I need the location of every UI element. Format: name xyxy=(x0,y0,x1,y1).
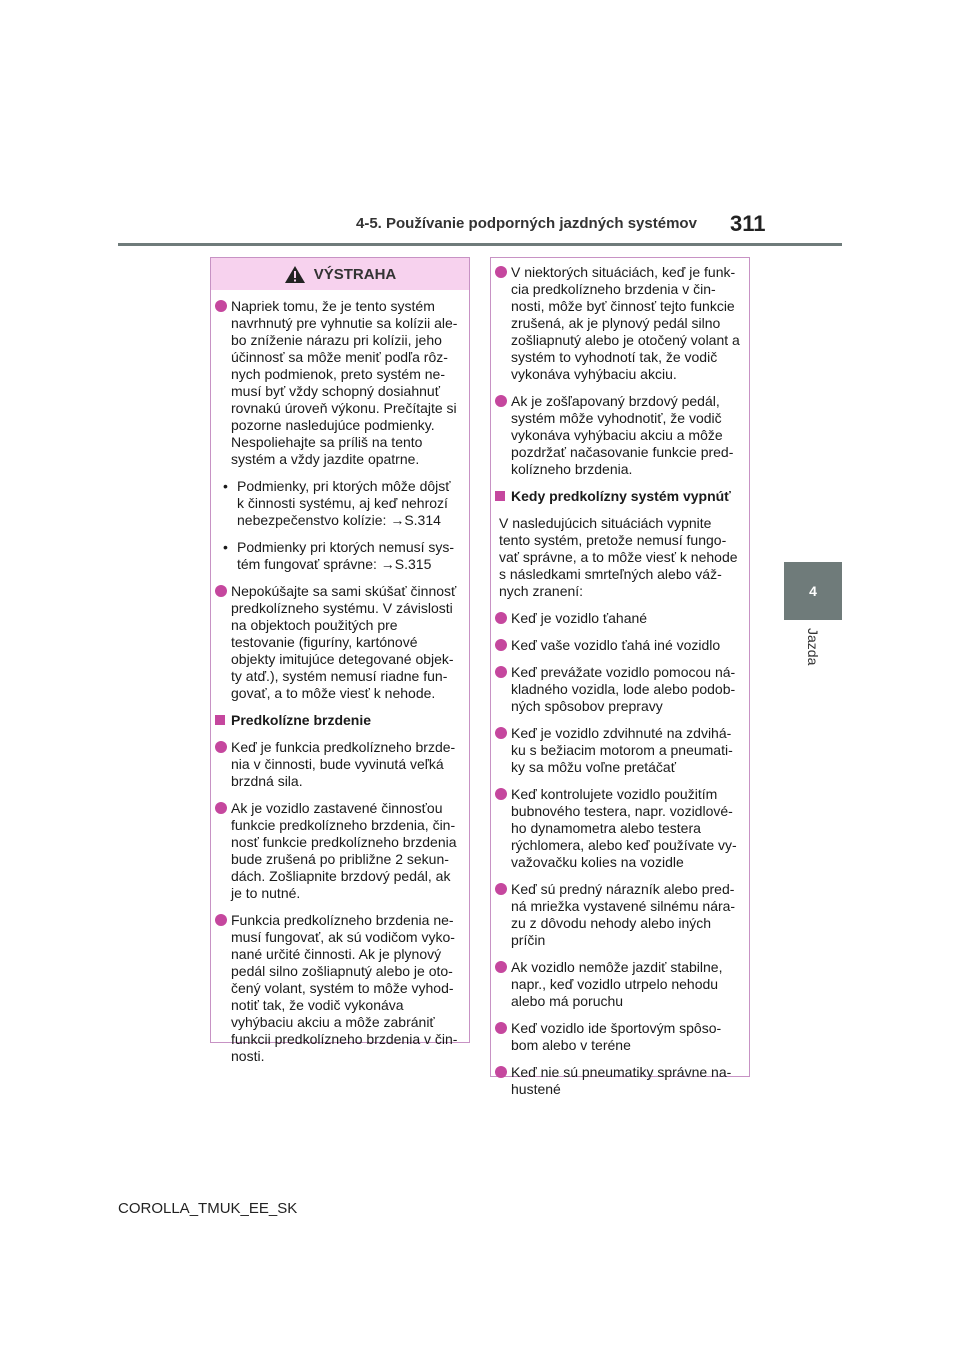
warning-item xyxy=(219,912,461,1065)
bullet-dot-icon xyxy=(215,914,227,926)
condition-text: Keď vaše vozidlo ťahá iné vozidlo xyxy=(511,637,721,653)
warning-header xyxy=(211,258,469,290)
warning-subheading xyxy=(499,488,741,505)
warning-item-text: V niektorých situáciách, keď je funk-cia predkolízneho brzdenia v čin-nosti, môže byť činnosť tejto funkcie zrušená, ak je plynový pedál silno zošliapnutý alebo je otočený volant a systém to vyhodnotí tak, že vodič vykonáva vyhýbaciu akciu. xyxy=(511,264,740,382)
condition-text: Keď je vozidlo ťahané xyxy=(511,610,648,626)
bullet-dot-icon xyxy=(215,802,227,814)
bullet-dot-icon xyxy=(495,395,507,407)
bullet-icon: • xyxy=(223,478,228,494)
warning-subitem-text: Podmienky, pri ktorých môže dôjsť k činnosti systému, aj keď nehrozí nebezpečenstvo kolízie: →S.314 xyxy=(237,478,451,528)
bullet-dot-icon xyxy=(495,788,507,800)
warning-subheading xyxy=(219,712,461,729)
bullet-dot-icon xyxy=(495,727,507,739)
chapter-tab[interactable] xyxy=(784,562,842,620)
condition-item xyxy=(499,786,741,871)
condition-text: Keď nie sú pneumatiky správne na-hustené xyxy=(511,1064,732,1097)
condition-text: Keď sú predný nárazník alebo pred-ná mriežka vystavené silnému nára-zu z dôvodu nehody alebo iných príčin xyxy=(511,881,736,948)
condition-item xyxy=(499,959,741,1010)
condition-item xyxy=(499,1020,741,1054)
warning-subitem xyxy=(219,539,461,573)
subheading-text: Predkolízne brzdenie xyxy=(231,712,372,728)
warning-item xyxy=(219,583,461,702)
condition-item xyxy=(499,1064,741,1098)
warning-subitem-text: Podmienky pri ktorých nemusí sys-tém fungovať správne: →S.315 xyxy=(237,539,455,572)
warning-item xyxy=(219,800,461,902)
bullet-dot-icon xyxy=(495,883,507,895)
bullet-dot-icon xyxy=(215,741,227,753)
document-code: COROLLA_TMUK_EE_SK xyxy=(118,1200,298,1217)
section-title: 4-5. Používanie podporných jazdných systémov xyxy=(356,215,697,232)
warning-item xyxy=(499,264,741,383)
warning-item-text: Napriek tomu, že je tento systém navrhnutý pre vyhnutie sa kolízii ale-bo zníženie nárazu pri kolízii, jeho účinnosť sa môže meniť podľa rôz-nych podmienok, preto systém ne-musí byť vždy schopný dosiahnuť rovnakú úroveň výkonu. Prečítajte si pozorne nasledujúce podmienky. Nespoliehajte sa príliš na tento systém a vždy jazdite opatrne. xyxy=(231,298,458,467)
subheading-text: Kedy predkolízny systém vypnúť xyxy=(511,488,731,504)
condition-text: Keď je vozidlo zdvihnuté na zdvihá-ku s bežiacim motorom a pneumati-ky sa môžu voľne pretáčať xyxy=(511,725,733,775)
chapter-label: Jazda xyxy=(805,628,821,666)
condition-item xyxy=(499,664,741,715)
bullet-dot-icon xyxy=(495,639,507,651)
warning-item-text: Ak je vozidlo zastavené činnosťou funkcie predkolízneho brzdenia, čin-nosť funkcie predkolízneho brzdenia bude zrušená po približne 2 sekun-dách. Zošliapnite brzdový pedál, ak je to nutné. xyxy=(231,800,457,901)
warning-item xyxy=(499,393,741,478)
warning-triangle-icon xyxy=(284,265,306,284)
chapter-number: 4 xyxy=(809,583,817,599)
warning-item-text: Funkcia predkolízneho brzdenia ne-musí fungovať, ak sú vodičom vyko-nané určité činnosti. Ak je plynový pedál silno zošliapnutý alebo je oto-čený volant, systém to môže vyhod-notiť tak, že vodič vykonáva vyhýbaciu akciu a môže zabrániť funkcii predkolízneho brzdenia v čin-nosti. xyxy=(231,912,458,1064)
bullet-dot-icon xyxy=(495,266,507,278)
bullet-dot-icon xyxy=(215,585,227,597)
bullet-dot-icon xyxy=(495,666,507,678)
bullet-dot-icon xyxy=(495,1022,507,1034)
warning-item xyxy=(219,298,461,468)
bullet-dot-icon xyxy=(495,612,507,624)
warning-item xyxy=(219,739,461,790)
square-bullet-icon xyxy=(215,715,225,725)
warning-item-text: Ak je zošľapovaný brzdový pedál, systém môže vyhodnotiť, že vodič vykonáva vyhýbaciu akciu a môže pozdržať načasovanie funkcie pred-kolízneho brzdenia. xyxy=(511,393,734,477)
warning-box-continued xyxy=(490,257,750,1097)
bullet-dot-icon xyxy=(495,1066,507,1078)
intro-paragraph: V nasledujúcich situáciách vypnite tento systém, pretože nemusí fungo-vať správne, a to môže viesť k nehode s následkami smrteľných alebo váž-nych zranení: xyxy=(499,515,738,599)
warning-box xyxy=(210,257,470,1064)
condition-item xyxy=(499,637,741,654)
warning-subitem xyxy=(219,478,461,529)
condition-item xyxy=(499,610,741,627)
warning-title: VÝSTRAHA xyxy=(313,265,397,283)
bullet-icon: • xyxy=(223,539,228,555)
warning-item-text: Keď je funkcia predkolízneho brzde-nia v činnosti, bude vyvinutá veľká brzdná sila. xyxy=(231,739,456,789)
header-rule xyxy=(118,243,842,246)
page-number: 311 xyxy=(730,211,766,236)
condition-text: Ak vozidlo nemôže jazdiť stabilne, napr., keď vozidlo utrpelo nehodu alebo má poruchu xyxy=(511,959,723,1009)
warning-item-text: Nepokúšajte sa sami skúšať činnosť predkolízneho systému. V závislosti na objektoch použitých pre testovanie (figuríny, kartónové objekty imitujúce detegované objek-ty atď.), systém nemusí riadne fun-govať, a to môže viesť k nehode. xyxy=(231,583,457,701)
condition-item xyxy=(499,725,741,776)
square-bullet-icon xyxy=(495,491,505,501)
condition-text: Keď vozidlo ide športovým spôso-bom alebo v teréne xyxy=(511,1020,722,1053)
condition-text: Keď prevážate vozidlo pomocou ná-kladného vozidla, lode alebo podob-ných spôsobov prepravy xyxy=(511,664,736,714)
condition-text: Keď kontrolujete vozidlo použitím bubnového testera, napr. vozidlové-ho dynamometra alebo testera rýchlomera, alebo keď používate vy-važovačku kolies na vozidle xyxy=(511,786,737,870)
condition-item xyxy=(499,881,741,949)
bullet-dot-icon xyxy=(215,300,227,312)
bullet-dot-icon xyxy=(495,961,507,973)
